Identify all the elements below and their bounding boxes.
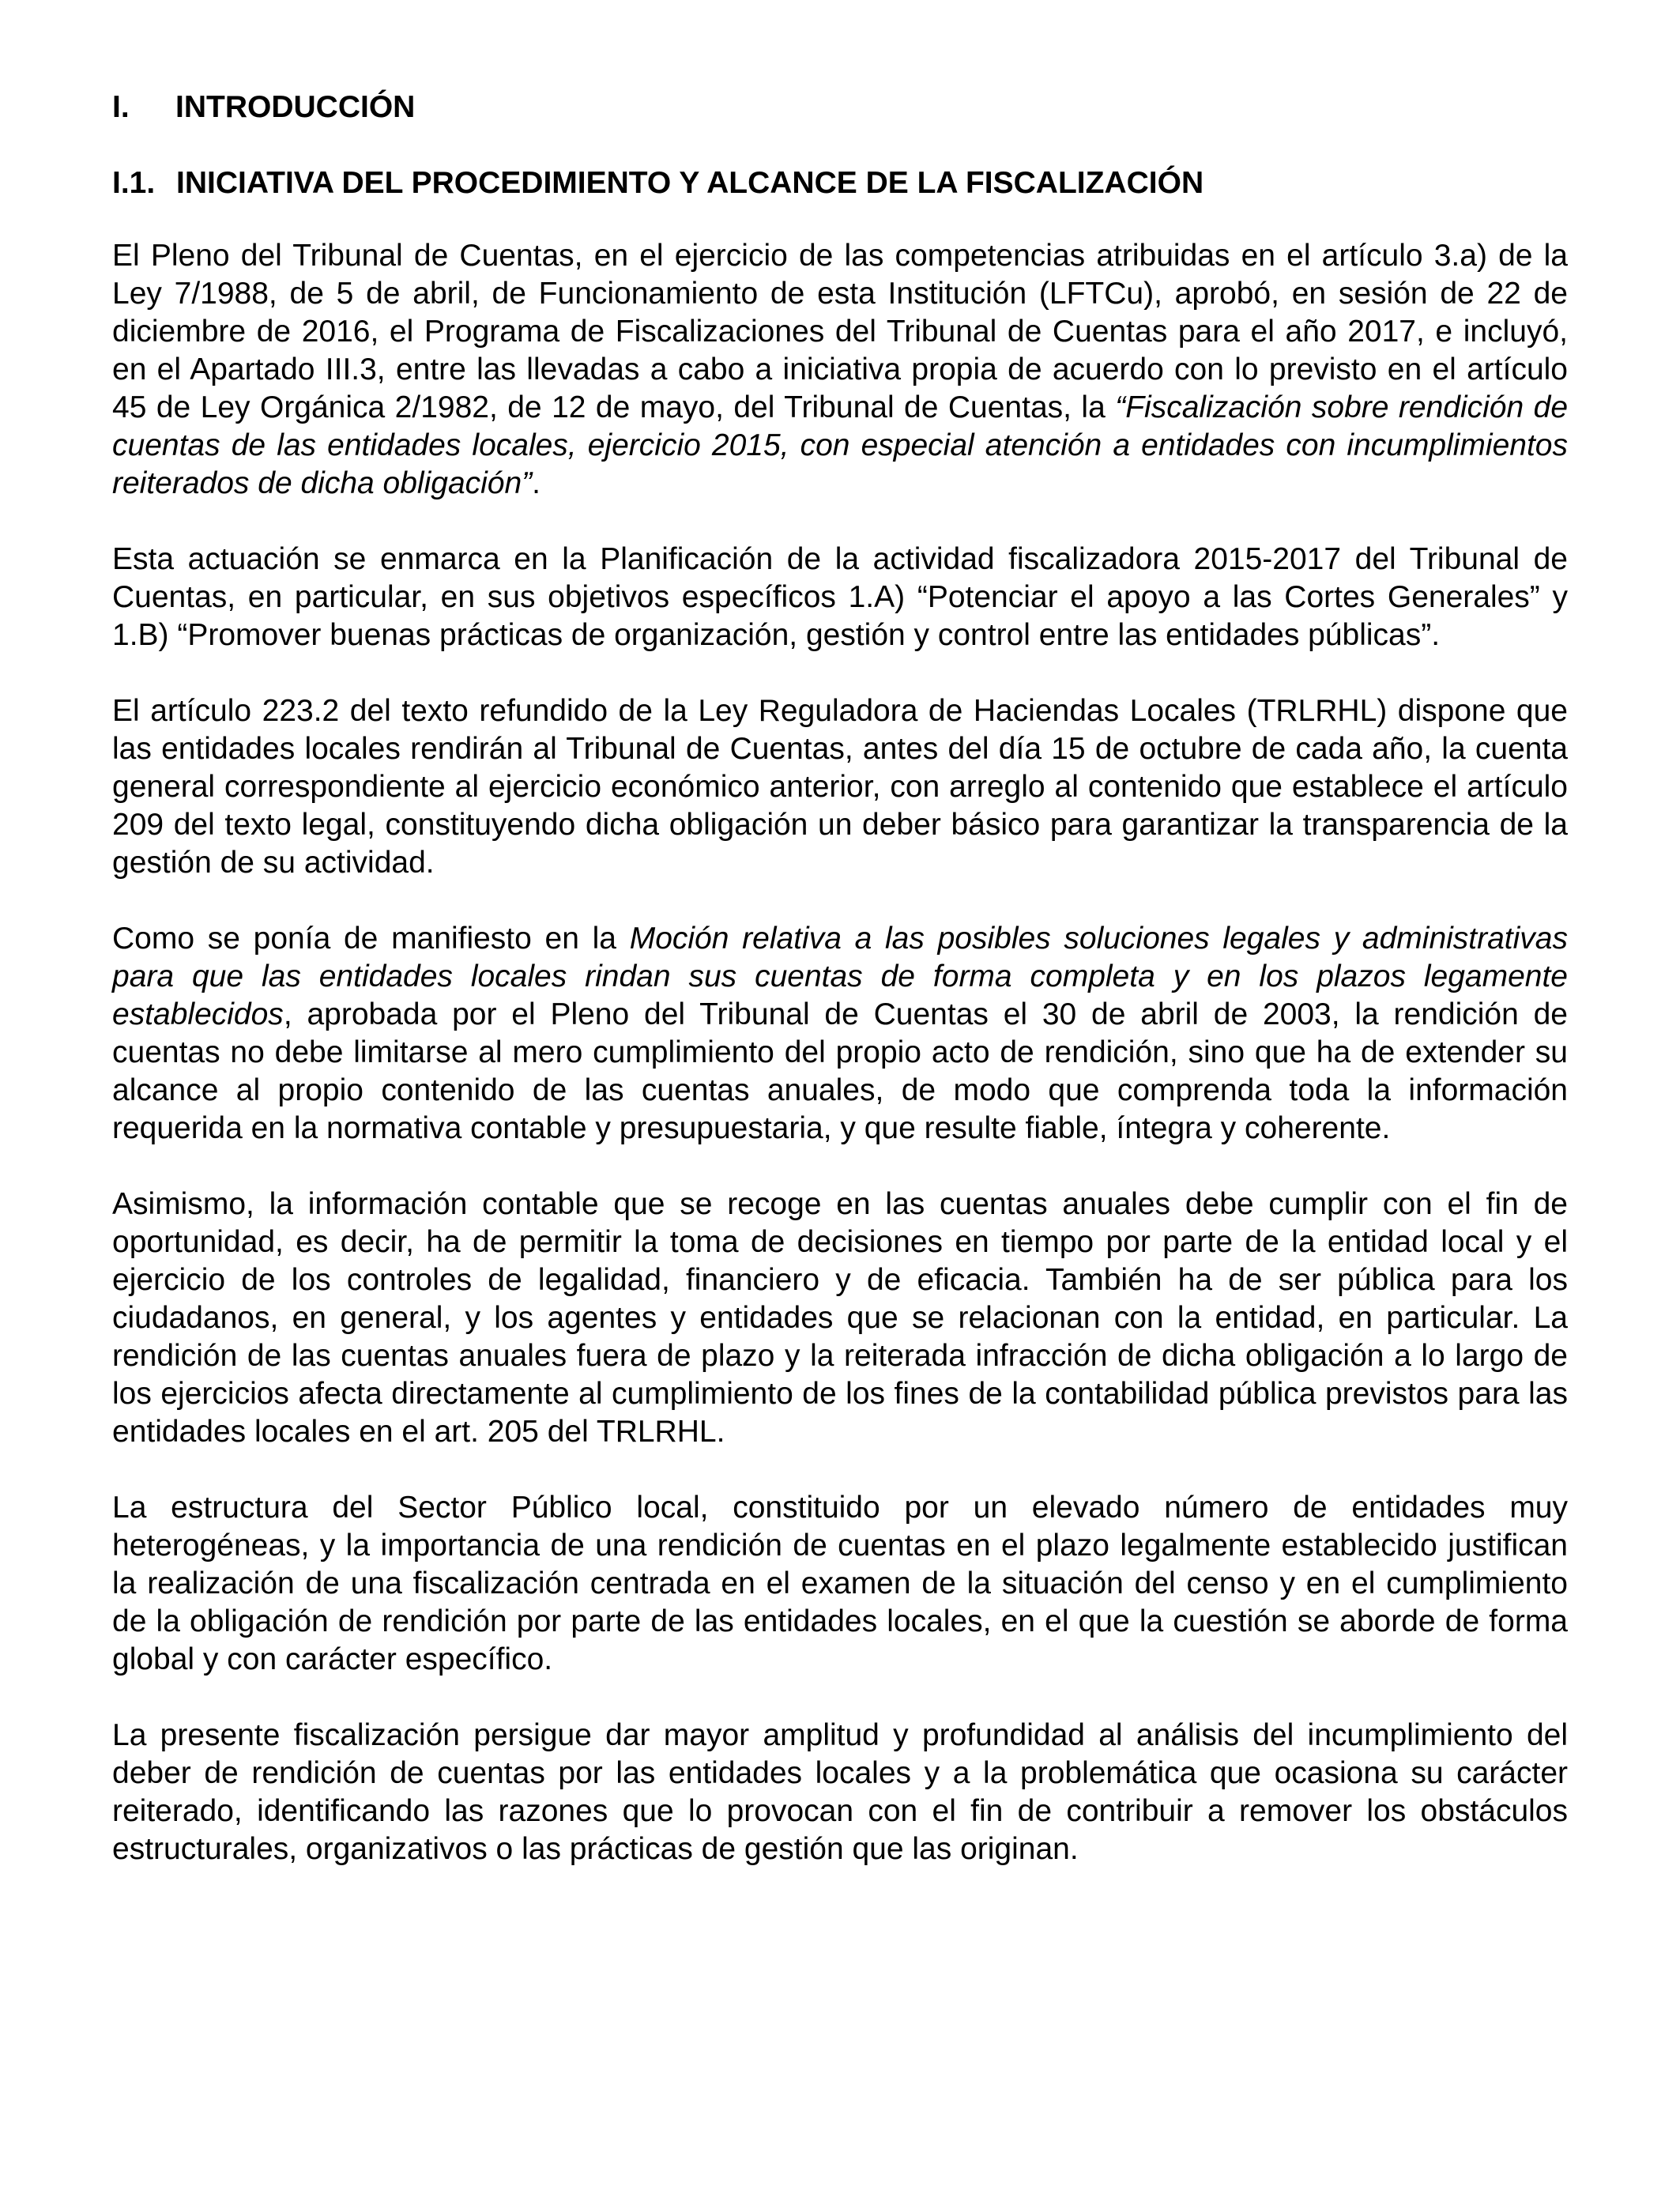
subsection-heading [112,164,1568,202]
section-title: INTRODUCCIÓN [175,90,416,124]
subsection-number: I.1. [112,166,156,200]
paragraph-4-end: , aprobada por el Pleno del Tribunal de Cuentas el 30 de abril de 2003, la rendición de cuentas no debe limitarse al mero cumplimiento del propio acto de rendición, sino que ha de extender su alcance al propio contenido de las cuentas anuales, de modo que comprenda toda la información requerida en la normativa contable y presupuestaria, y que resulte fiable, íntegra y coherente. [112,997,1568,1145]
paragraph-3: El artículo 223.2 del texto refundido de la Ley Reguladora de Haciendas Locales (TRLRHL) dispone que las entidades locales rendirán al Tribunal de Cuentas, antes del día 15 de octubre de cada año, la cuenta general correspondiente al ejercicio económico anterior, con arreglo al contenido que establece el artículo 209 del texto legal, constituyendo dicha obligación un deber básico para garantizar la transparencia de la gestión de su actividad. [112,694,1568,880]
subsection-title: INICIATIVA DEL PROCEDIMIENTO Y ALCANCE DE LA FISCALIZACIÓN [176,166,1204,200]
paragraph-1-end: . [532,466,541,500]
paragraph-4-text: Como se ponía de manifiesto en la [112,922,630,956]
document-page [112,89,1568,1906]
section-heading [112,89,1568,126]
section-number: I. [112,90,130,124]
paragraph-7: La presente fiscalización persigue dar mayor amplitud y profundidad al análisis del incumplimiento del deber de rendición de cuentas por las entidades locales y a la problemática que ocasiona su carácter reiterado, identificando las razones que lo provocan con el fin de contribuir a remover los obstáculos estructurales, organizativos o las prácticas de gestión que las originan. [112,1718,1568,1866]
paragraph-6: La estructura del Sector Público local, constituido por un elevado número de entidades muy heterogéneas, y la importancia de una rendición de cuentas en el plazo legalmente establecido justifican la realización de una fiscalización centrada en el examen de la situación del censo y en el cumplimiento de la obligación de rendición por parte de las entidades locales, en el que la cuestión se aborde de forma global y con carácter específico. [112,1491,1568,1676]
paragraph-2: Esta actuación se enmarca en la Planificación de la actividad fiscalizadora 2015-2017 del Tribunal de Cuentas, en particular, en sus objetivos específicos 1.A) “Potenciar el apoyo a las Cortes Generales” y 1.B) “Promover buenas prácticas de organización, gestión y control entre las entidades públicas”. [112,542,1568,652]
paragraph-5: Asimismo, la información contable que se recoge en las cuentas anuales debe cumplir con el fin de oportunidad, es decir, ha de permitir la toma de decisiones en tiempo por parte de la entidad local y el ejercicio de los controles de legalidad, financiero y de eficacia. También ha de ser pública para los ciudadanos, en general, y los agentes y entidades que se relacionan con la entidad, en particular. La rendición de las cuentas anuales fuera de plazo y la reiterada infracción de dicha obligación a lo largo de los ejercicios afecta directamente al cumplimiento de los fines de la contabilidad pública previstos para las entidades locales en el art. 205 del TRLRHL. [112,1187,1568,1449]
paragraph-4-italic: Moción relativa a las posibles soluciones legales y administrativas para que las entidades locales rindan sus cuentas de forma completa y en los plazos legamente establecidos [112,922,1569,1031]
paragraph-1-italic: “Fiscalización sobre rendición de cuentas de las entidades locales, ejercicio 2015, con especial atención a entidades con incumplimientos reiterados de dicha obligación” [112,390,1569,500]
paragraph-1 [112,237,1568,503]
paragraph-4 [112,920,1568,1148]
paragraph-1-text: El Pleno del Tribunal de Cuentas, en el ejercicio de las competencias atribuidas en el artículo 3.a) de la Ley 7/1988, de 5 de abril, de Funcionamiento de esta Institución (LFTCu), aprobó, en sesión de 22 de diciembre de 2016, el Programa de Fiscalizaciones del Tribunal de Cuentas para el año 2017, e incluyó, en el Apartado III.3, entre las llevadas a cabo a iniciativa propia de acuerdo con lo previsto en el artículo 45 de Ley Orgánica 2/1982, de 12 de mayo, del Tribunal de Cuentas, la [112,239,1568,424]
